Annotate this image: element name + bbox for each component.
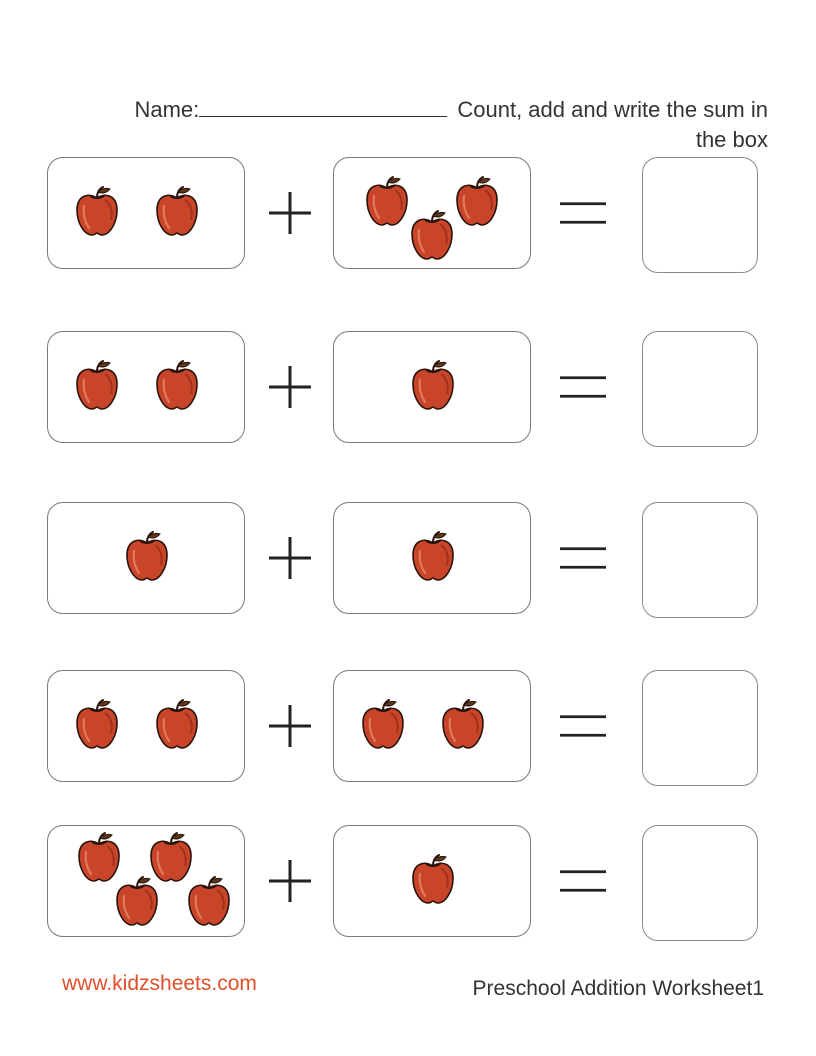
problem-row-3 <box>0 502 816 614</box>
website-link[interactable]: www.kidzsheets.com <box>62 972 257 995</box>
problem-row-5 <box>0 825 816 937</box>
problem-row-2 <box>0 331 816 443</box>
apple-icon <box>364 176 410 228</box>
plus-sign <box>267 364 313 410</box>
apple-icon <box>154 360 200 412</box>
plus-sign <box>267 703 313 749</box>
equals-sign <box>560 535 606 581</box>
instruction-text-continued: the box <box>695 127 768 152</box>
apple-icon <box>154 699 200 751</box>
left-apple-box <box>47 331 245 443</box>
apple-icon <box>410 531 456 583</box>
left-apple-box <box>47 670 245 782</box>
name-blank-line[interactable] <box>199 96 447 117</box>
problem-row-1 <box>0 157 816 269</box>
apple-icon <box>454 176 500 228</box>
apple-icon <box>440 699 486 751</box>
apple-icon <box>410 854 456 906</box>
equals-sign <box>560 858 606 904</box>
left-apple-box <box>47 502 245 614</box>
instruction-text: Count, add and write the sum in <box>457 97 768 122</box>
left-apple-box <box>47 157 245 269</box>
right-apple-box <box>333 670 531 782</box>
apple-icon <box>360 699 406 751</box>
answer-box[interactable] <box>642 502 758 618</box>
right-apple-box <box>333 157 531 269</box>
equals-sign <box>560 364 606 410</box>
equals-sign <box>560 703 606 749</box>
apple-icon <box>114 876 160 928</box>
apple-icon <box>74 360 120 412</box>
plus-sign <box>267 535 313 581</box>
worksheet-header <box>88 95 768 155</box>
apple-icon <box>154 186 200 238</box>
apple-icon <box>410 360 456 412</box>
answer-box[interactable] <box>642 331 758 447</box>
apple-icon <box>409 210 455 262</box>
equals-sign <box>560 190 606 236</box>
problem-row-4 <box>0 670 816 782</box>
answer-box[interactable] <box>642 825 758 941</box>
right-apple-box <box>333 502 531 614</box>
plus-sign <box>267 858 313 904</box>
apple-icon <box>124 531 170 583</box>
left-apple-box <box>47 825 245 937</box>
apple-icon <box>186 876 232 928</box>
right-apple-box <box>333 825 531 937</box>
answer-box[interactable] <box>642 670 758 786</box>
name-label: Name: <box>134 97 200 122</box>
right-apple-box <box>333 331 531 443</box>
apple-icon <box>74 699 120 751</box>
apple-icon <box>74 186 120 238</box>
answer-box[interactable] <box>642 157 758 273</box>
header-line-1 <box>88 95 768 125</box>
worksheet-title: Preschool Addition Worksheet1 <box>472 977 764 1000</box>
plus-sign <box>267 190 313 236</box>
